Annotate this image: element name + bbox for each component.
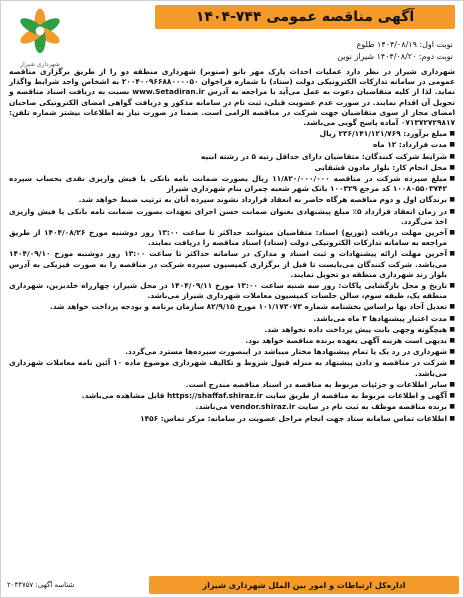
- condition-item: ■ شرکت در مناقصه و دادن پیشنهاد به منزله قبول شروط و تکالیف شهرداری موضوع ماده ۱۰ آئین نامه معاملات شهرداری می‌باشد.: [9, 358, 455, 378]
- condition-item: ■ تاریخ و محل بازگشایی پاکات: روز سه شنبه ساعت ۱۳:۰۰ مورخ ۱۴۰۴/۰۹/۱۱ در محل شیراز، چهارراه خلدبرین، شهرداری منطقه یک، طبقه سوم، سالن جلسات کمیسیون معاملات شهرداری شیراز می‌باشد.: [9, 281, 455, 301]
- condition-item: ■ شرایط شرکت کنندگان: متقاضیان دارای حداقل رتبه ۵ در رشته ابنیه: [9, 152, 455, 162]
- condition-item: ■ برنده مناقصه موظف به ثبت نام در سایت vendor.shiraz.ir می‌باشد.: [9, 402, 455, 412]
- condition-item: ■ اطلاعات تماس سامانه ستاد جهت انجام مراحل عضویت در سامانه: مرکز تماس: ۱۴۵۶: [9, 414, 455, 424]
- condition-item: ■ هیچگونه وجهی بابت پیش پرداخت داده نخواهد شد.: [9, 325, 455, 335]
- condition-item: ■ مدت قرارداد: ۱۲ ماه: [9, 140, 455, 150]
- shiraz-municipality-logo-icon: [7, 3, 73, 65]
- condition-item: ■ آخرین مهلت ارائه پیشنهادات و ثبت اسناد و مدارک در سامانه حداکثر تا ساعت ۱۳:۰۰ روز دوشنبه مورخ ۱۴۰۴/۰۹/۱۰ می‌باشد. شرکت کنندگان می‌بایست تا قبل از برگزاری کمیسیون سپرده شرکت در مناقصه را به صورت فیزیکی به آدرس بلوار زند شهرداری منطقه دو تحویل نمایند.: [9, 249, 455, 280]
- ad-id: شناسه آگهی: ۲۰۴۴۷۵۷: [7, 581, 75, 589]
- condition-item: ■ در زمان انعقاد قرارداد ۵٪ مبلغ پیشنهادی بعنوان ضمانت حسن اجرای تعهدات بصورت ضمانت نامه بانکی یا فیش واریزی اخذ می‌گردد.: [9, 207, 455, 227]
- condition-item: ■ بدیهی است هزینه آگهی بعهده برنده مناقصه خواهد بود.: [9, 336, 455, 346]
- logo-caption: شهرداری شیراز: [20, 61, 60, 68]
- intro-paragraph: شهرداری شیراز در نظر دارد عملیات احداث پارک مهر بانو (صنوبر) شهرداری منطقه دو را از طریق برگزاری مناقصه عمومی در سامانه تدارکات الکترونیکی دولت (ستاد) با شماره فراخوان ۲۰۰۴۰۰۹۶۶۸۸۰۰۰۰۵۰ به اشخاص واجد شرایط واگذار نماید. لذا از کلیه متقاضیان دعوت به عمل می‌آید با مراجعه به آدرس www.Setadiran.ir نسبت به دریافت اسناد مناقصه و تحویل آن اقدام نمایند. در صورت عدم عضویت قبلی، ثبت نام در سامانه مذکور و دریافت گواهی امضای الکترونیکی صاحبان امضای مجاز از سوی متقاضیان جهت شرکت در مناقصه الزامی است. ضمنا در صورت نیاز به اطلاعات بیشتر شماره تلفن: ۰۷۱۳۷۲۷۲۹۸۱۷ آماده پاسخ گویی می‌باشد.: [9, 67, 455, 128]
- ad-body: [9, 67, 455, 565]
- conditions-list: [9, 129, 455, 423]
- ad-title: آگهی مناقصه عمومی ۷۴۴-۱۴۰۴: [155, 5, 455, 29]
- condition-item: ■ سایر اطلاعات و جزئیات مربوط به مناقصه در اسناد مناقصه مندرج است.: [9, 380, 455, 390]
- footer: [1, 569, 463, 597]
- first-publication: نوبت اول: ۱۴۰۴/۰۸/۱۹ طلوع: [356, 40, 453, 49]
- condition-item: ■ تعدیل آحاد بها براساس بخشنامه شماره ۱۰۱/۱۷۳۰۷۳ مورخ ۸۲/۹/۱۵ سازمان برنامه و بودجه پرداخت خواهد شد.: [9, 302, 455, 312]
- condition-item: ■ مدت اعتبار پیشنهادها ۳ ماه می‌باشد.: [9, 314, 455, 324]
- condition-item: ■ شهرداری در رد یک یا تمام پیشنهادها مختار میباشد در اینصورت سپرده‌ها مسترد می‌گردد.: [9, 347, 455, 357]
- condition-item: ■ مبلغ برآورد: ۲۳۶/۱۴۱/۱۲۱/۷۶۹ ریال: [9, 129, 455, 139]
- condition-item: ■ مبلغ سپرده شرکت در مناقصه ۱۱/۸۲۰/۰۰۰/۰۰۰ ریال بصورت ضمانت نامه بانکی یا فیش واریزی نقدی بحساب سپرده ۱۰۰۸۰۵۵۰۳۷۴۲ کد مرجع ۱۰۰۳۲۹ بانک شهر شعبه چمران بنام شهرداری شیراز: [9, 174, 455, 194]
- condition-item: ■ آگهی و اطلاعات مربوط به مناقصه از طریق سایت https://shaffaf.shiraz.ir قابل مشاهده می‌باشد.: [9, 391, 455, 401]
- condition-item: ■ محل انجام کار: بلوار مادون قشقایی: [9, 163, 455, 173]
- publisher-bar: اداره‌کل ارتباطات و امور بین الملل شهرداری شیراز: [149, 576, 459, 594]
- second-publication: نوبت دوم: ۱۴۰۴/۰۸/۲۰ شیراز نوین: [337, 52, 453, 61]
- publication-dates: [337, 39, 453, 63]
- condition-item: ■ برندگان اول و دوم مناقصه هرگاه حاضر به انعقاد قرارداد نشوند سپرده آنان به ترتیب ضبط خواهد شد.: [9, 195, 455, 205]
- condition-item: ■ آخرین مهلت دریافت (توزیع) اسناد: متقاضیان میتوانند حداکثر تا ساعت ۱۳:۰۰ روز دوشنبه مورخ ۱۴۰۴/۰۸/۲۶ از طریق مراجعه به سامانه تدارکات الکترونیکی دولت (ستاد) اسناد مناقصه را دریافت نمایند.: [9, 228, 455, 248]
